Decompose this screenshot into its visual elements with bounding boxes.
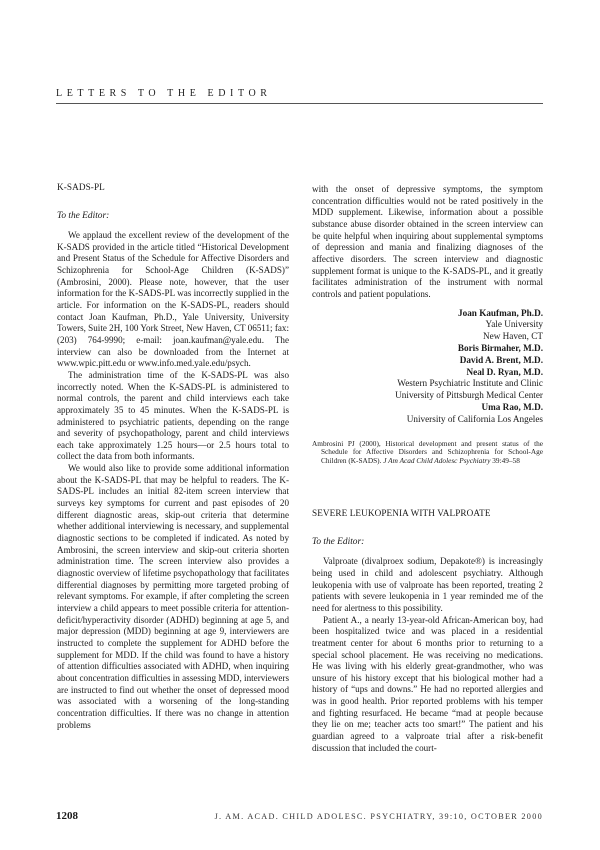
reference-text: Ambrosini PJ (2000), Historical development and present status of the Schedule for Affective Disorders and Schizophrenia for School-Age Children (K-SADS). xyxy=(312,438,543,466)
salutation: To the Editor: xyxy=(312,537,365,548)
author-name: Uma Rao, M.D. xyxy=(481,401,543,412)
running-head: LETTERS TO THE EDITOR xyxy=(56,88,272,99)
author-affiliation: University of Pittsburgh Medical Center xyxy=(395,390,543,401)
author-name: Neal D. Ryan, M.D. xyxy=(466,366,543,377)
paragraph: We applaud the excellent review of the development of the K-SADS provided in the article titled “Historical Development and Present Status of the Schedule for Affective Disorders and Schizophrenia for School-Age Children (K-SADS)” (Ambrosini, 2000). Please note, however, that the user information for the K-SADS-PL was incorrectly supplied in the article. For information on the K-SADS-PL, readers should contact Joan Kaufman, Ph.D., Yale University, University Towers, Suite 2H, 100 York Street, New Haven, CT 06511; fax: (203) 764-9990; e-mail: joan.kaufman@yale.edu. The interview can also be downloaded from the Internet at www.wpic.pitt.edu or www.info.med.yale.edu/psych. xyxy=(57,230,289,369)
header-rule xyxy=(56,103,543,104)
reference-pages: 39:49–58 xyxy=(492,456,520,466)
author-name: David A. Brent, M.D. xyxy=(459,354,543,365)
author-affiliation: Yale University xyxy=(485,319,543,330)
paragraph: We would also like to provide some additional information about the K-SADS-PL that may be helpful to readers. The K-SADS-PL includes an initial 82-item screen interview that surveys key symptoms for current and past episodes of 20 different diagnostic areas, skip-out criteria that determine whether additional interviewing is necessary, and supplemental diagnostic sections to be completed if indicated. As noted by Ambrosini, the screen interview and skip-out criteria shorten administration time. The screen interview also provides a diagnostic overview of lifetime psychopathology that facilitates differential diagnoses by permitting more targeted probing of relevant symptoms. For example, if after completing the screen interview a child appears to meet possible criteria for attention-deficit/hyperactivity disorder (ADHD) beginning at age 5, and major depression (MDD) beginning at age 9, interviewers are instructed to complete the supplement for ADHD before the supplement for MDD. If the child was found to have a history of attention difficulties associated with ADHD, when inquiring about concentration difficulties in assessing MDD, interviewers are instructed to find out whether the onset of depressed mood was associated with a worsening of the long-standing concentration difficulties. If there was no change in attention problems xyxy=(57,463,289,730)
paragraph: The administration time of the K-SADS-PL was also incorrectly noted. When the K-SADS-PL is administered to normal controls, the parent and child interviews each take approximately 35 to 45 minutes. When the K-SADS-PL is administered to psychiatric patients, depending on the range and severity of psychopathology, parent and child interviews each take approximately 1.25 hours—or 2.5 hours total to collect the data from both informants. xyxy=(57,369,289,462)
letter-title: K-SADS-PL xyxy=(57,182,105,192)
author-name: Boris Birmaher, M.D. xyxy=(457,342,543,353)
salutation: To the Editor: xyxy=(57,211,110,221)
reference-journal: J Am Acad Child Adolesc Psychiatry xyxy=(383,456,491,466)
author-affiliation: Western Psychiatric Institute and Clinic xyxy=(397,378,543,389)
journal-citation: J. AM. ACAD. CHILD ADOLESC. PSYCHIATRY, 39:10, OCTOBER 2000 xyxy=(214,812,543,821)
letter-title: SEVERE LEUKOPENIA WITH VALPROATE xyxy=(312,508,491,519)
left-column xyxy=(57,182,289,731)
reference xyxy=(312,440,543,467)
page-number: 1208 xyxy=(56,810,78,822)
author-affiliation: University of California Los Angeles xyxy=(406,413,543,424)
author-affiliation: New Haven, CT xyxy=(483,331,543,342)
right-column xyxy=(312,184,543,754)
author-name: Joan Kaufman, Ph.D. xyxy=(458,307,543,318)
signature-block xyxy=(312,308,543,426)
paragraph-continuation: with the onset of depressive symptoms, the symptom concentration difficulties would not be rated positively in the MDD supplement. Likewise, information about a possible substance abuse disorder obtained in the screen interview can be quite helpful when inquiring about supplemental symptoms of depression and mania and finalizing diagnoses of the affective disorders. The screen interview and diagnostic supplement format is unique to the K-SADS-PL, and it greatly facilitates administration of the instrument with normal controls and patient populations. xyxy=(312,184,543,299)
paragraph: Patient A., a nearly 13-year-old African-American boy, had been hospitalized twice and was placed in a residential treatment center for about 6 months prior to returning to a special school placement. He was receiving no medications. He was living with his elderly great-grandmother, who was unsure of his history except that his biological mother had a history of “ups and downs.” He had no reported allergies and was in good health. Prior reported problems with his temper and fighting resurfaced. He became “mad at people because they lie on me; teacher acts too smart!” The patient and his guardian agreed to a valproate trial after a risk-benefit discussion that included the court- xyxy=(312,614,543,753)
paragraph: Valproate (divalproex sodium, Depakote®) is increasingly being used in child and adolescent psychiatry. Although leukopenia with use of valproate has been reported, treating 2 patients with severe leukopenia in 1 year reminded me of the need for alertness to this possibility. xyxy=(312,556,543,613)
